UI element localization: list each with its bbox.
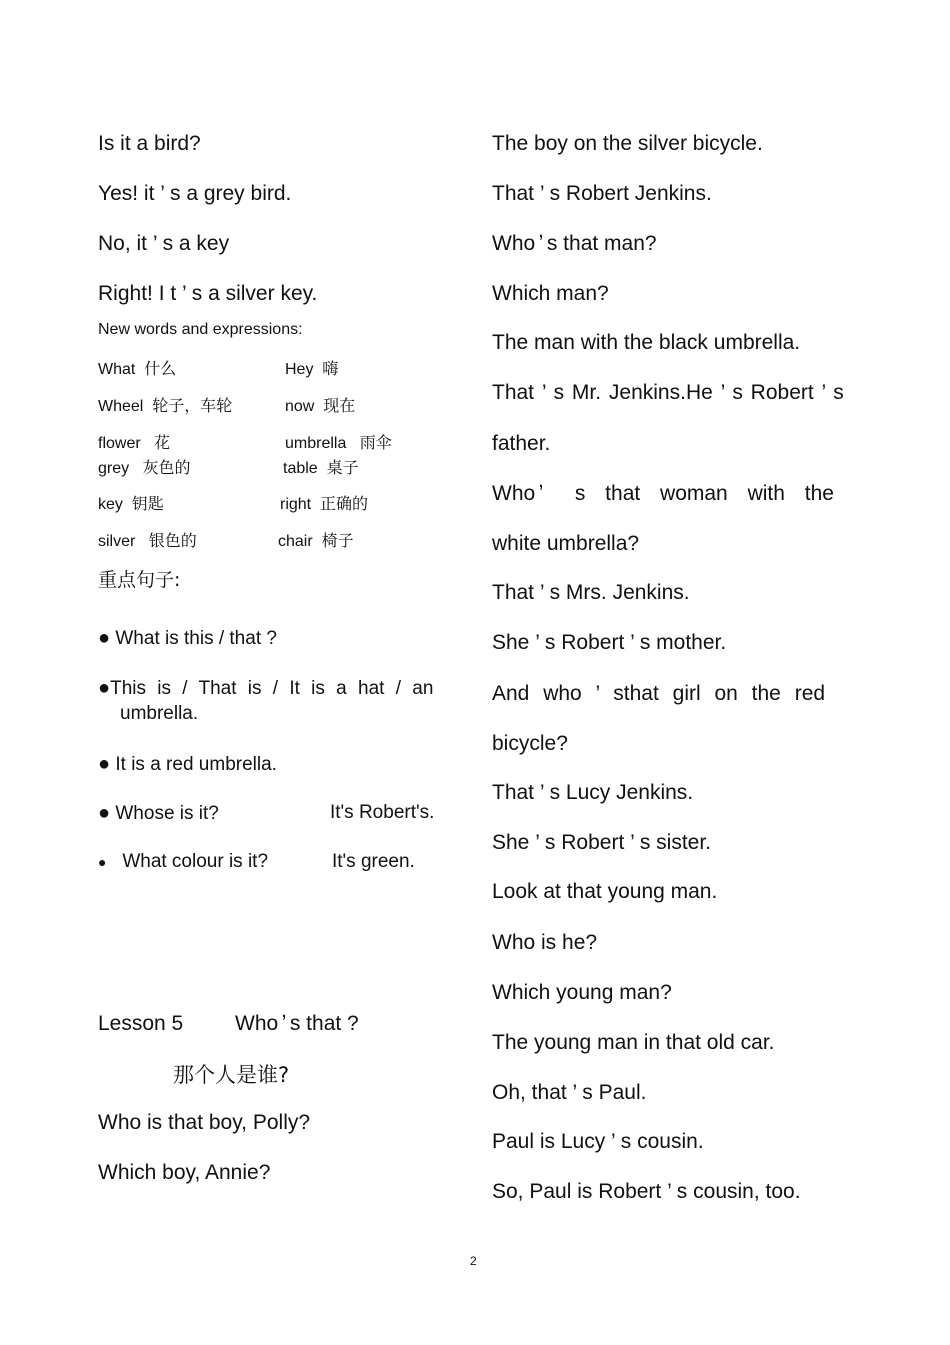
vocab-item: Wheel 轮子，车轮 (98, 396, 233, 415)
dialog-line: Who ̓ s that man? (492, 232, 657, 255)
bullet-item: ● What is this / that ? (98, 627, 277, 649)
dialog-line: So, Paul is Robert ’ s cousin, too. (492, 1180, 801, 1203)
bullet-item: ●This is / That is / It is a hat / an (98, 677, 434, 699)
vocab-item: umbrella 雨伞 (285, 433, 392, 452)
dialog-line: And who ’ sthat girl on the red (492, 682, 826, 705)
vocab-item: chair 椅子 (278, 531, 354, 550)
dialog-line: Paul is Lucy ’ s cousin. (492, 1130, 704, 1153)
dialog-line: Who is he? (492, 931, 598, 954)
dialog-line: father. (492, 432, 551, 455)
dialog-line: Who ̓ s that woman with the (492, 482, 834, 505)
dialog-line: bicycle? (492, 732, 568, 755)
key-sentences-heading: 重点句子: (98, 569, 181, 591)
dialog-line: Oh, that ’ s Paul. (492, 1081, 647, 1104)
vocab-item: flower 花 (98, 433, 171, 452)
dialog-line: Look at that young man. (492, 880, 718, 903)
dialog-line: She ’ s Robert ’ s mother. (492, 631, 727, 654)
lesson-subtitle-cn: 那个人是谁? (173, 1063, 290, 1087)
bullet-answer: It's green. (332, 851, 415, 872)
vocab-item: grey 灰色的 (98, 458, 191, 477)
dialog-line: That ’ s Mrs. Jenkins. (492, 581, 690, 604)
page-number: 2 (470, 1254, 477, 1268)
bullet-continuation: umbrella. (120, 703, 199, 724)
line-right-silver-key: Right! I t ’ s a silver key. (98, 282, 318, 305)
dialog-line: The boy on the silver bicycle. (492, 132, 763, 155)
dialog-line: white umbrella? (492, 532, 640, 555)
dialog-line: Who is that boy, Polly? (98, 1111, 311, 1134)
bullet-icon: ● (98, 677, 111, 699)
dialog-line: That ’ s Lucy Jenkins. (492, 781, 694, 804)
vocab-item: now 现在 (285, 396, 356, 415)
dialog-line: That ’ s Mr. Jenkins.He ’ s Robert ’ s (492, 381, 844, 404)
dialog-line: Which young man? (492, 981, 672, 1004)
vocab-item: Hey 嗨 (285, 359, 339, 378)
dialog-line: Which man? (492, 282, 609, 305)
lesson-subtitle: Who ̓ s that ? (235, 1012, 359, 1035)
vocab-item: silver 银色的 (98, 531, 197, 550)
dialog-line: The young man in that old car. (492, 1031, 775, 1054)
vocab-item: table 桌子 (283, 458, 359, 477)
bullet-item: ● Whose is it? (98, 802, 219, 824)
bullet-item: ● It is a red umbrella. (98, 753, 277, 775)
dialog-line: That ’ s Robert Jenkins. (492, 182, 712, 205)
bullet-icon: ● (98, 753, 111, 775)
vocab-item: right 正确的 (280, 494, 369, 513)
line-is-it-a-bird: Is it a bird? (98, 132, 201, 155)
bullet-answer: It's Robert's. (330, 802, 435, 823)
vocab-item: What 什么 (98, 359, 177, 378)
dialog-line: She ’ s Robert ’ s sister. (492, 831, 712, 854)
bullet-item: ● What colour is it? (98, 851, 269, 872)
line-yes-grey-bird: Yes! it ’ s a grey bird. (98, 182, 292, 205)
dialog-line: Which boy, Annie? (98, 1161, 271, 1184)
bullet-icon: ● (98, 627, 111, 649)
lesson-title: Lesson 5 (98, 1012, 184, 1035)
dialog-line: The man with the black umbrella. (492, 331, 801, 354)
bullet-icon: ● (98, 854, 107, 870)
line-no-key: No, it ’ s a key (98, 232, 230, 255)
new-words-heading: New words and expressions: (98, 321, 303, 338)
vocab-item: key 钥匙 (98, 494, 164, 513)
bullet-icon: ● (98, 802, 111, 824)
